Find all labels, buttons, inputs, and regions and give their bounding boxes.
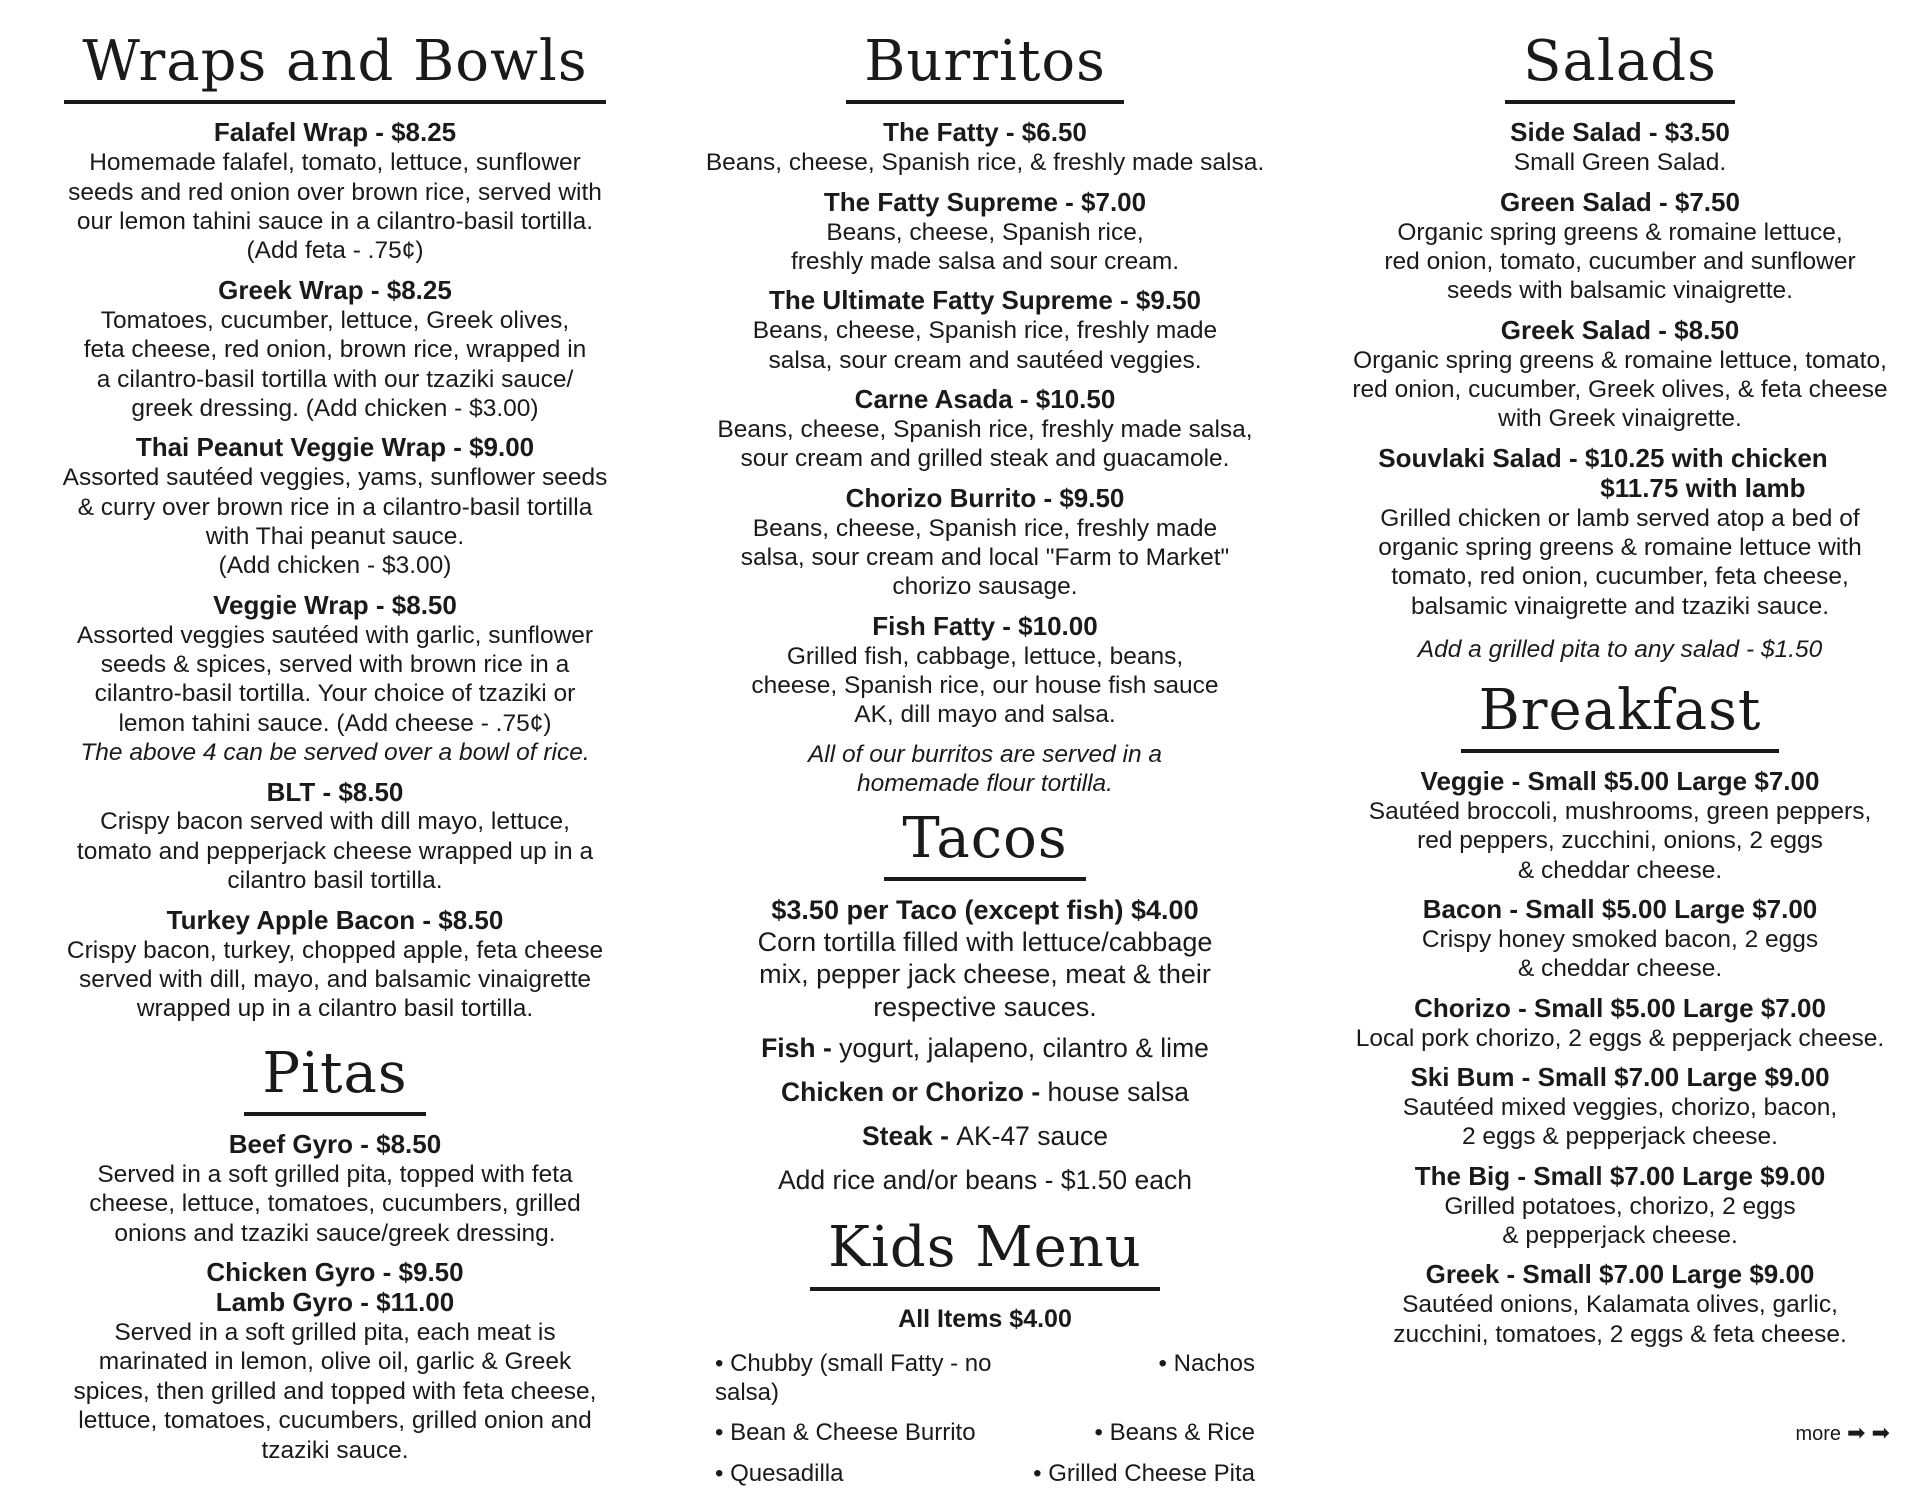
taco-option-text: house salsa [1047, 1077, 1189, 1107]
item-title: Fish Fatty - $10.00 [872, 610, 1098, 641]
wraps-title: Wraps and Bowls [64, 30, 605, 104]
tacos-desc: Corn tortilla filled with lettuce/cabbage mix, pepper jack cheese, meat & their respective sauces. [757, 927, 1213, 1022]
kids-title: Kids Menu [810, 1216, 1160, 1290]
item-title: Side Salad - $3.50 [1510, 117, 1730, 148]
menu-item [77, 591, 593, 768]
item-desc: Organic spring greens & romaine lettuce, tomato, red onion, cucumber, Greek olives, & feta cheese with Greek vinaigrette. [1352, 346, 1888, 433]
item-title: Carne Asada - $10.50 [854, 384, 1116, 415]
item-title: BLT - $8.50 [266, 776, 404, 807]
item-desc: Sautéed mixed veggies, chorizo, bacon, 2 eggs & pepperjack cheese. [1402, 1093, 1838, 1151]
item-title: Greek Wrap - $8.25 [218, 274, 452, 305]
menu-item [717, 385, 1252, 474]
item-desc: Beans, cheese, Spanish rice, freshly made salsa, sour cream and sautéed veggies. [752, 317, 1218, 374]
item-desc: Crispy bacon, turkey, chopped apple, feta cheese served with dill, mayo, and balsamic vinaigrette wrapped up in a cilantro basil tortilla. [66, 936, 604, 1023]
item-desc: Homemade falafel, tomato, lettuce, sunflower seeds and red onion over brown rice, served with our lemon tahini sauce in a cilantro-basil tortilla. (Add feta - .75¢) [68, 149, 602, 265]
menu-item [68, 118, 602, 265]
item-title: Chicken Gyro - $9.50 [206, 1257, 464, 1288]
menu-item [1510, 118, 1730, 177]
item-desc: Sautéed broccoli, mushrooms, green peppers, red peppers, zucchini, onions, 2 eggs & cheddar cheese. [1368, 797, 1872, 884]
item-desc: Local pork chorizo, 2 eggs & pepperjack cheese. [1355, 1024, 1885, 1052]
column-middle [690, 30, 1280, 1489]
taco-option-steak [862, 1121, 1108, 1153]
menu-item [1378, 444, 1861, 621]
item-title: Thai Peanut Veggie Wrap - $9.00 [135, 432, 535, 463]
item-desc: Organic spring greens & romaine lettuce, red onion, tomato, cucumber and sunflower seeds with balsamic vinaigrette. [1384, 218, 1856, 305]
item-desc: Crispy bacon served with dill mayo, lettuce, tomato and pepperjack cheese wrapped up in a cilantro basil tortilla. [76, 808, 594, 895]
menu-item [1393, 1260, 1847, 1349]
item-title: The Fatty Supreme - $7.00 [823, 186, 1147, 217]
taco-option-text: AK-47 sauce [956, 1120, 1108, 1151]
menu-item [67, 906, 603, 1024]
arrow-right-icon: ➡ ➡ [1847, 1420, 1890, 1445]
menu-item [1352, 316, 1887, 434]
item-title-2: Lamb Gyro - $11.00 [215, 1287, 455, 1318]
souvlaki-line2: $11.75 with lamb [1600, 472, 1806, 503]
item-title: Veggie - Small $5.00 Large $7.00 [1420, 765, 1820, 796]
menu-item [1369, 767, 1872, 885]
item-title: Greek Salad - $8.50 [1500, 314, 1740, 345]
taco-option-sep: - [1023, 1077, 1048, 1107]
salads-title: Salads [1505, 30, 1735, 104]
kids-item: • Nachos [1158, 1349, 1255, 1377]
tacos-price: $3.50 per Taco (except fish) $4.00 [771, 894, 1199, 925]
item-desc: Grilled fish, cabbage, lettuce, beans, cheese, Spanish rice, our house fish sauce AK, dill mayo and salsa. [751, 642, 1219, 729]
item-title: Chorizo - Small $5.00 Large $7.00 [1414, 992, 1826, 1023]
taco-option-name: Fish [761, 1033, 816, 1064]
item-desc: Small Green Salad. [1513, 149, 1727, 177]
item-desc: Beans, cheese, Spanish rice, freshly made salsa and sour cream. [790, 218, 1180, 275]
item-title: Ski Bum - Small $7.00 Large $9.00 [1410, 1061, 1830, 1092]
item-desc: Served in a soft grilled pita, topped with feta cheese, lettuce, tomatoes, cucumbers, grilled onions and tzaziki sauce/greek dressing. [89, 1161, 581, 1247]
menu-item [791, 188, 1179, 277]
menu-item [73, 1258, 596, 1465]
menu-item [706, 118, 1264, 177]
taco-option-name: Chicken or Chorizo [781, 1077, 1024, 1107]
salads-note: Add a grilled pita to any salad - $1.50 [1417, 636, 1823, 664]
kids-item: • Beans & Rice [1094, 1419, 1255, 1447]
item-desc: Grilled chicken or lamb served atop a bed of organic spring greens & romaine lettuce with tomato, red onion, cucumber, feta cheese, balsamic vinaigrette and tzaziki sauce. [1378, 504, 1862, 620]
kids-heading: All Items $4.00 [898, 1304, 1072, 1333]
column-left [40, 30, 630, 1475]
souvlaki-line1: Souvlaki Salad - $10.25 with chicken [1378, 442, 1828, 473]
menu-item [1384, 188, 1855, 306]
more-label: more [1795, 1423, 1842, 1445]
menu-item [77, 778, 593, 896]
menu-item [1415, 1162, 1825, 1251]
menu-item [751, 612, 1218, 730]
taco-option-name: Steak [861, 1120, 933, 1151]
burritos-note: All of our burritos are served in a homemade flour tortilla. [807, 740, 1163, 798]
item-title: Veggie Wrap - $8.50 [213, 589, 457, 620]
item-title: Greek - Small $7.00 Large $9.00 [1425, 1259, 1815, 1290]
item-desc: Beans, cheese, Spanish rice, & freshly made salsa. [705, 149, 1265, 177]
breakfast-title: Breakfast [1461, 679, 1780, 753]
taco-option-text: yogurt, jalapeno, cilantro & lime [839, 1033, 1209, 1064]
item-title: Bacon - Small $5.00 Large $7.00 [1422, 893, 1818, 924]
kids-list [715, 1350, 1255, 1489]
item-title: Chorizo Burrito - $9.50 [845, 482, 1125, 513]
menu-item [1422, 895, 1818, 984]
item-title: Green Salad - $7.50 [1500, 186, 1740, 217]
more-indicator [1795, 1420, 1890, 1446]
item-title: Beef Gyro - $8.50 [228, 1129, 442, 1160]
menu-item [89, 1130, 581, 1248]
item-desc: Tomatoes, cucumber, lettuce, Greek olives, feta cheese, red onion, brown rice, wrapped in a cilantro-basil tortilla with our tzaziki sauce/ greek dressing. (Add chicken - $3.00) [83, 306, 587, 422]
column-right [1330, 30, 1910, 1359]
taco-option-sep: - [815, 1033, 840, 1064]
item-title: The Big - Small $7.00 Large $9.00 [1414, 1160, 1826, 1191]
kids-item: • Quesadilla [715, 1460, 844, 1488]
item-desc: Beans, cheese, Spanish rice, freshly made salsa, sour cream and local "Farm to Market" chorizo sausage. [740, 514, 1230, 601]
burritos-title: Burritos [846, 30, 1124, 104]
menu-item [753, 286, 1217, 375]
item-desc: Served in a soft grilled pita, each meat is marinated in lemon, olive oil, garlic & Greek spices, then grilled and topped with feta cheese, lettuce, tomatoes, cucumbers, grilled onion and tzaziki sauce. [73, 1318, 597, 1464]
item-desc: Crispy honey smoked bacon, 2 eggs & cheddar cheese. [1421, 925, 1819, 983]
taco-option-sep: - [932, 1120, 957, 1151]
item-desc: Grilled potatoes, chorizo, 2 eggs & pepperjack cheese. [1444, 1192, 1796, 1249]
pitas-title: Pitas [244, 1042, 425, 1116]
menu-item [1403, 1063, 1837, 1152]
item-title: The Fatty - $6.50 [883, 117, 1087, 148]
menu-item [741, 484, 1230, 602]
kids-item: • Chubby (small Fatty - no salsa) [715, 1349, 992, 1406]
kids-item: • Grilled Cheese Pita [1033, 1460, 1255, 1488]
item-desc: Assorted veggies sautéed with garlic, sunflower seeds & spices, served with brown rice in a cilantro-basil tortilla. Your choice of tzaziki or lemon tahini sauce. (Add cheese - .75¢) [76, 621, 594, 737]
tacos-title: Tacos [884, 807, 1085, 881]
item-note: The above 4 can be served over a bowl of rice. [80, 739, 590, 767]
menu-item [1356, 994, 1884, 1053]
item-desc: Sautéed onions, Kalamata olives, garlic, zucchini, tomatoes, 2 eggs & feta cheese. [1393, 1291, 1847, 1348]
menu-item [63, 433, 608, 580]
taco-option-fish [761, 1033, 1209, 1065]
taco-option-chicken [781, 1077, 1189, 1109]
item-desc: Beans, cheese, Spanish rice, freshly made salsa, sour cream and grilled steak and guacamole. [717, 415, 1253, 473]
souvlaki-title [1378, 444, 1861, 504]
item-desc: Assorted sautéed veggies, yams, sunflower seeds & curry over brown rice in a cilantro-basil tortilla with Thai peanut sauce. (Add chicken - $3.00) [62, 464, 608, 580]
item-title: The Ultimate Fatty Supreme - $9.50 [768, 285, 1201, 316]
menu-item [84, 276, 587, 423]
kids-item: • Bean & Cheese Burrito [715, 1419, 976, 1447]
item-title: Turkey Apple Bacon - $8.50 [166, 904, 504, 935]
tacos-addon: Add rice and/or beans - $1.50 each [778, 1164, 1192, 1195]
item-title: Falafel Wrap - $8.25 [213, 117, 457, 148]
